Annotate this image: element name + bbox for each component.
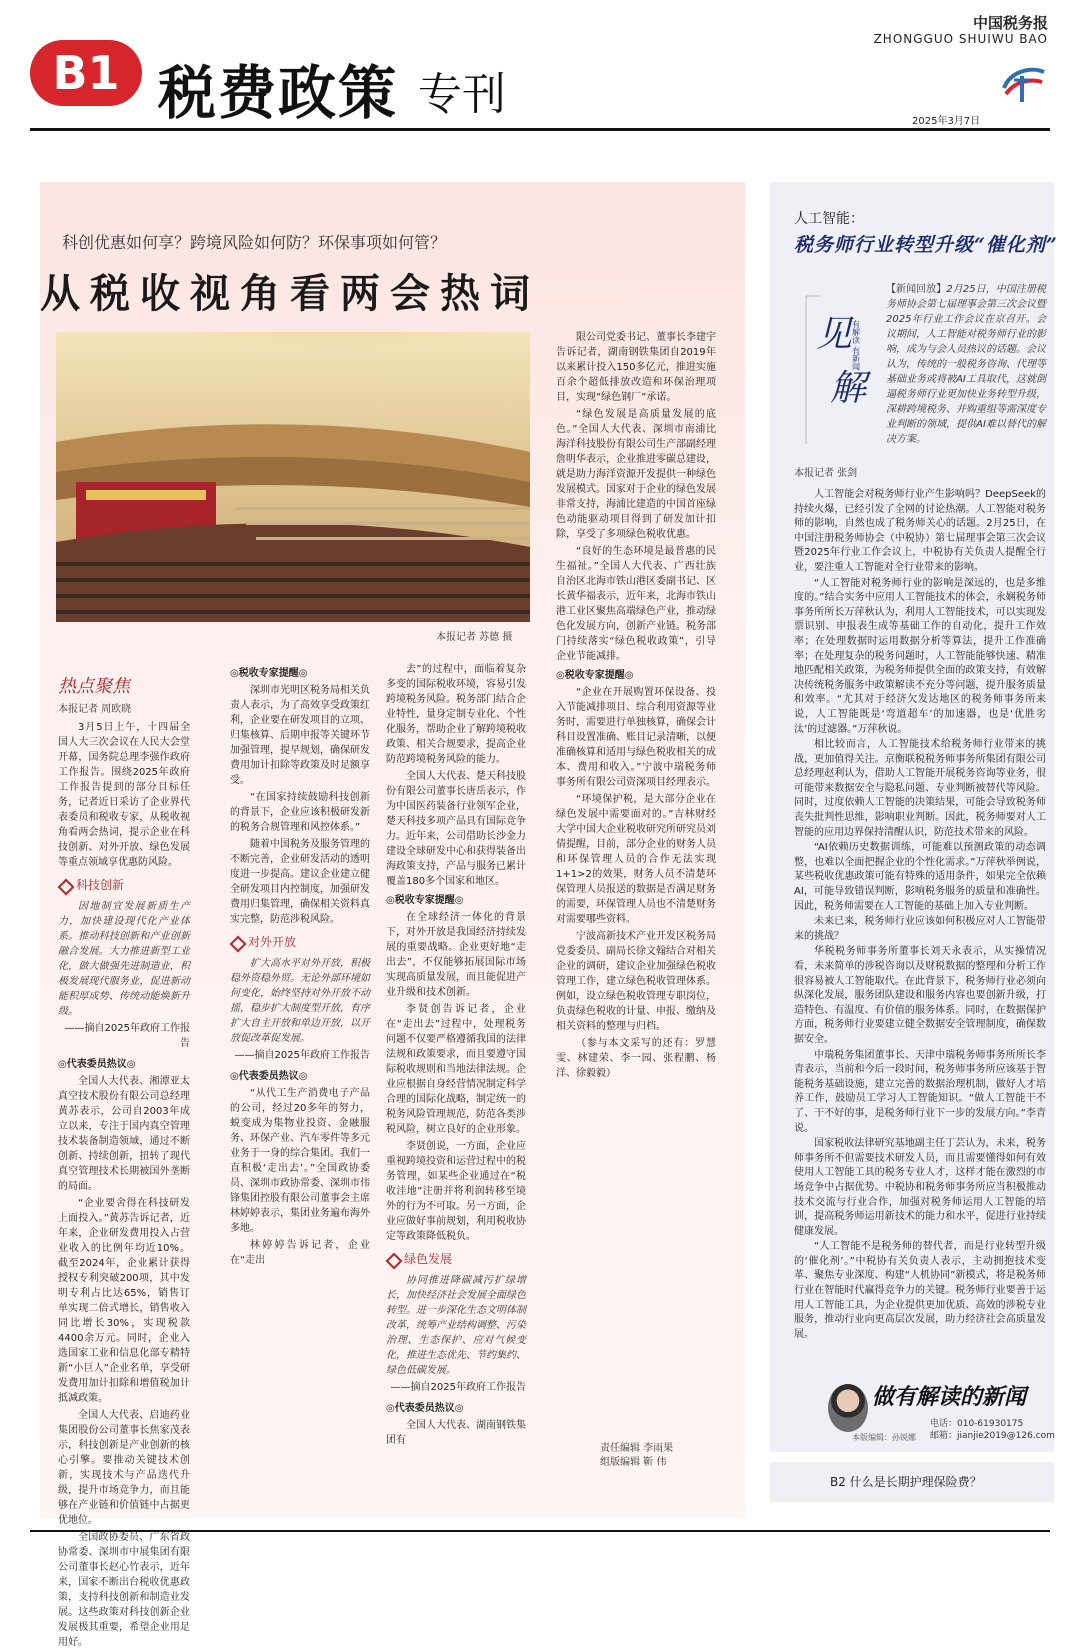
great-hall-photo-icon (56, 332, 530, 622)
paper-pinyin: ZHONGGUO SHUIWU BAO (873, 32, 1048, 46)
masthead (0, 0, 1076, 160)
paragraph: 李贤创告诉记者，企业在“走出去”过程中，处理税务问题不仅要严格遵循我国的法律法规和政策要求，而且要遵守国际税收规则和当地法律法规。企业应根据自身经营情况制定科学合理的国际化战略，制定统一的税务风险管理规范，防范各类涉税风险，树立良好的企业形象。 (386, 1004, 526, 1135)
column-logo-char-2: 解 (830, 368, 867, 409)
paragraph: 去”的过程中，面临着复杂多变的国际税收环境，容易引发跨境税务风险。税务部门结合企业特性，量身定制专业化、个性化服务，帮助企业了解跨境税收政策、相关合规要求，提高企业防范跨境税务风险的能力。 (386, 664, 526, 765)
paragraph: 随着中国税务及服务管理的不断完善，企业研发活动的透明度进一步提高。建议企业建立健全研发项目内控制度，加强研发费用归集管理，确保相关资料真实完整，防范涉税风险。 (230, 839, 370, 925)
section-head-opening: 对外开放 (230, 935, 370, 950)
side-article-body (794, 488, 1046, 1343)
section-title: 税费政策 (158, 59, 399, 127)
paragraph: 林婷婷告诉记者，企业在“走出 (230, 1240, 370, 1266)
article-column-2 (230, 662, 370, 1270)
column-slogan: 做有解读的新闻 (872, 1384, 1027, 1410)
paragraph: 限公司党委书记、董事长李建宇告诉记者，湖南钢铁集团自2019年以来累计投入150多亿元，推进实施百余个超低排放改造和环保治理项目，实现“绿色钢厂”承诺。 (556, 332, 716, 403)
paper-name: 中国税务报 (972, 14, 1048, 32)
page-badge: B1 (30, 40, 142, 106)
paragraph: “环境保护税，是大部分企业在绿色发展中需要面对的。”吉林财经大学中国大企业税收研究所研究员刘倩提醒，目前，部分企业的财务人员和环保管理人员的合作无法实现1+1>2的效果，财务人员不清楚环保管理人员报送的数据是否满足财务的需要，环保管理人员也不清楚财务对需要哪些资料。 (556, 794, 716, 925)
paragraph: 人工智能会对税务师行业产生影响吗？DeepSeek的持续火爆，已经引发了全网的讨论热潮。人工智能对税务师的影响，自然也成了税务师关心的话题。2月25日，在中国注册税务师协会（中税协）第七届理事会第三次会议暨2025年行业工作会议上，中税协有关负责人提醒全行业，要注重人工智能对全行业带来的影响。 (794, 489, 1046, 573)
section-head-tech: 科技创新 (58, 878, 190, 893)
policy-quote: 扩大高水平对外开放，积极稳外资稳外贸。无论外部环境如何变化，始终坚持对外开放不动摇，稳步扩大制度型开放，有序扩大自主开放和单边开放，以开放促改革促发展。 (230, 958, 370, 1044)
section-head-green: 绿色发展 (386, 1252, 526, 1267)
quote-source: ——摘自2025年政府工作报告 (234, 1050, 370, 1061)
subhead: ◎代表委员热议◎ (58, 1059, 136, 1070)
paragraph: “良好的生态环境是最普惠的民生福祉。”全国人大代表、广西壮族自治区北海市铁山港区委副书记、区长黄华福表示，近年来，北海市铁山港工业区聚焦高端绿色产业，推动绿色化发展方向，创新产业链。税务部门持续落实“绿色税收政策”，引导企业节能减排。 (556, 546, 716, 662)
masthead-rule (30, 128, 1050, 131)
paragraph: 在全球经济一体化的背景下，对外开放是我国经济持续发展的重要战略。企业更好地“走出去”，不仅能够拓展国际市场实现高质量发展，而且能促进产业升级和技术创新。 (386, 912, 526, 998)
article-headline: 从税收视角看两会热词 (40, 270, 540, 317)
column-logo (800, 290, 876, 450)
hotspot-tag: 热点聚焦 (58, 676, 130, 697)
paragraph: 国家税收法律研究基地副主任丁芸认为，未来，税务师事务所不但需要技术研发人员，而且需要懂得如何有效使用人工智能工具的税务专业人才，这样才能在激烈的市场竞争中占据优势。中税协和税务师事务所应当积极推动技术交流与行业合作，加强对税务师运用人工智能的培训，提高税务师运用新技术的能力和水平，促进行业持续健康发展。 (794, 1138, 1046, 1237)
article-column-1 (58, 720, 190, 1652)
subhead: ◎代表委员热议◎ (230, 1071, 308, 1082)
column-email: 邮箱：jianjie2019@126.com (930, 1431, 1055, 1441)
paragraph: “人工智能对税务师行业的影响是深远的，也是多维度的。”结合实务中应用人工智能技术的体会，永娴税务师事务所所长万萍秋认为，利用人工智能技术，可以实现发票识别、申报表生成等基础工作的自动化，提升工作效率；在处理数据时运用数据分析等算法，提升工作准确率；在处理复杂的税务问题时，人工智能能够快速、精准地匹配相关政策，为税务师提供全面的政策支持，有效解决传统税务服务中政策解读不充分等问题，提升服务质量和效率。“尤其对于经济欠发达地区的税务师事务所来说，人工智能既是‘弯道超车’的加速器，也是‘优胜劣汰’的过滤器。”万萍秋说。 (794, 577, 1046, 735)
article-column-4 (556, 330, 716, 1083)
section-subtitle: 专刊 (418, 69, 506, 120)
photo-caption: 本报记者 苏德 摄 (436, 632, 513, 643)
paragraph: 相比较而言，人工智能技术给税务师行业带来的挑战，更加值得关注。京衡联税税务师事务所集团有限公司总经理赵利认为，借助人工智能开展税务咨询等业务，很可能带来数据安全与隐私问题、专业判断被替代等风险。同时，过度依赖人工智能的决策结果，可能会导致税务师丧失批判性思维，影响职业判断。因此，税务师要对人工智能的应用边界保持清醒认识，防范技术带来的风险。 (794, 739, 1046, 838)
article-photo (56, 332, 530, 622)
subhead: ◎税收专家提醒◎ (230, 668, 308, 679)
side-byline: 本报记者 张剑 (794, 468, 858, 479)
article-column-3 (386, 662, 526, 1450)
paragraph: 深圳市光明区税务局相关负责人表示，为了高效享受政策红利，企业要在研发项目的立项、归集核算、后期申报等关键环节加强管理，提早规划，确保研发费用加计扣除等政策及时足额享受。 (230, 685, 370, 786)
paragraph: 宁波高新技术产业开发区税务局党委委员、副局长徐文翰结合对相关企业的调研，建议企业加强绿色税收管理工作，建立绿色税收管理体系。例如，设立绿色税收管理专职岗位，负责绿色税收的计量、申报、缴纳及相关资料的整理与归档。 (556, 931, 716, 1032)
paragraph: 全国人大代表、湘潭亚太真空技术股份有限公司总经理黄苏表示，公司自2003年成立以来，专注于国内真空管理技术装备制造领域，通过不断创新、持续创新，扭转了现代真空管理技术长期被国外垄断的局面。 (58, 1076, 190, 1192)
paragraph: 华税税务师事务所董事长刘天永表示，从实操情况看，未来简单的涉税咨询以及财税数据的整理和分析工作很容易被人工智能取代。在此背景下，税务师行业必须向纵深化发展，服务团队建设和服务内容也要创新升级，打造特色、有温度、有价值的服务体系。同时，在数据保护方面，税务师行业要建立健全数据安全管理制度，确保数据安全。 (794, 946, 1046, 1045)
lead-tag: 【新闻回放】 (886, 284, 947, 295)
paragraph: “企业在开展购置环保设备、投入节能减排项目、综合利用资源等业务时，需要进行单独核算，确保会计科目设置准确、账目记录清晰，以便准确核算和适用与绿色税收相关的成本、费用和收入。”宁波中瑞税务师事务所有限公司资深项目经理表示。 (556, 687, 716, 788)
columnist-avatar (828, 1384, 868, 1432)
side-headline: 税务师行业转型升级“催化剂” (794, 234, 1058, 256)
paragraph: 未来已来，税务师行业应该如何积极应对人工智能带来的挑战？ (794, 916, 1046, 942)
policy-quote: 因地制宜发展新质生产力，加快建设现代化产业体系。推动科技创新和产业创新融合发展。大力推进新型工业化，做大做强先进制造业，积极发展现代服务业，促进新动能积厚成势、传统动能焕新升级。 (58, 901, 190, 1017)
intro-paragraph: 3月5日上午，十四届全国人大三次会议在人民大会堂开幕，国务院总理李强作政府工作报告。围绕2025年政府工作报告提到的部分目标任务，记者近日采访了企业界代表委员和税收专家，从税收视角看两会热词，提示企业在科技创新、对外开放、绿色发展等重点领域享优惠防风险。 (58, 722, 190, 868)
column-logo-subtitle: 有解读 有新闻 (851, 320, 861, 371)
article-byline: 本报记者 周欧晓 (58, 704, 132, 715)
lead-text: 2月25日，中国注册税务师协会第七届理事会第三次会议暨2025年行业工作会议在京召开。会议期间，人工智能对税务师行业的影响，成为与会人员热议的话题。会议认为，传统的一般税务咨询、代理等基础业务或将被AI工具取代，这就倒逼税务师行业更加快业务转型升级，深耕跨境税务、并购重组等需深度专业判断的领域，提供AI难以替代的解决方案。 (886, 284, 1047, 445)
page-editors (600, 1442, 673, 1470)
paragraph: 李贤创说，一方面，企业应重视跨境投资和运营过程中的税务管理，如某些企业通过在“税收洼地”注册并将利润转移至境外的行为不可取。另一方面，企业应做好事前规划，利用税收协定等政策降低税负。 (386, 1141, 526, 1242)
paragraph: “绿色发展是高质量发展的底色。”全国人大代表、深圳市南浦比海洋科技股份有限公司生产部副经理詹明华表示，企业推进零碳总建设，就是助力海洋资源开发提供一种绿色发展模式。国家对于企业的绿色发展非常支持，海浦比建造的中国首座绿色动能驱动项目得到了研发加计扣除，享受了多项绿色税收优惠。 (556, 409, 716, 540)
contributors: （参与本文采写的还有：罗慧雯、林建荣、李一园、张程鹏、杨洋、徐毅毅） (556, 1038, 716, 1079)
subhead: ◎税收专家提醒◎ (386, 895, 464, 906)
paragraph: 全国人大代表、楚天科技股份有限公司董事长唐岳表示，作为中国医药装备行业领军企业，楚天科技多项产品具有国际竞争力。近年来，公司借助长沙金力建设全球研发中心和获得装备出海政策支持，产品与服务已累计覆盖180多个国家和地区。 (386, 771, 526, 887)
article-kicker: 科创优惠如何享？跨境风险如何防？环保事项如何管？ (62, 233, 447, 252)
editor-line: 责任编辑 李雨果 (600, 1443, 674, 1454)
subhead: ◎代表委员热议◎ (386, 1403, 464, 1414)
paragraph: 全国人大代表、启迪药业集团股份公司董事长焦家茂表示，科技创新是产业创新的核心引擎。要推动关键技术创新，实现技术与产品迭代升级，提升市场竞争力，而且能够在产业链和价值链中占据更优地位。 (58, 1410, 190, 1526)
paragraph: “人工智能不是税务师的替代者，而是行业转型升级的‘催化剂’。”中税协有关负责人表示，主动拥抱技术变革、聚焦专业深度、构建“人机协同”新模式，将是税务师行业在智能时代赢得竞争力的关键。税务师行业要善于运用人工智能工具，为企业提供更加优质、高效的涉税专业服务，推动行业向更高层次发展，助力经济社会高质量发展。 (794, 1241, 1046, 1340)
news-replay-lead (886, 282, 1046, 447)
next-page-link[interactable]: B2 什么是长期护理保险费？ (770, 1462, 1054, 1502)
paragraph: “从代工生产消费电子产品的公司，经过20多年的努力，蜕变成为集物业投资、金融服务、环保产业、汽车零件等多元业务于一身的综合集团。我们一直积极‘走出去’。”全国政协委员、深圳市政协常委、深圳市伟锋集团控股有限公司董事会主席林婷婷表示，集团业务遍布海外多地。 (230, 1088, 370, 1234)
side-kicker: 人工智能： (794, 211, 864, 227)
column-logo-char-1: 见 (816, 314, 853, 355)
policy-quote: 协同推进降碳减污扩绿增长，加快经济社会发展全面绿色转型。进一步深化生态文明体制改革，统筹产业结构调整、污染治理、生态保护、应对气候变化，推进生态优先、节约集约、绿色低碳发展。 (386, 1275, 526, 1376)
issue-date: 2025年3月7日 (912, 116, 981, 127)
paragraph: “企业要舍得在科技研发上面投入。”黄苏告诉记者，近年来，企业研发费用投入占营业收入的比例年均近10%。截至2024年，企业累计获得授权专利突破200项，其中发明专利占比达65%，销售订单实现二倍式增长，销售收入同比增长30%，实现税款4400余万元。同时，企业入选国家工业和信息化部专精特新“小巨人”企业名单，享受研发费用加计扣除和增值税加计抵减政策。 (58, 1198, 190, 1404)
quote-source: ——摘自2025年政府工作报告 (64, 1023, 190, 1049)
paragraph: 中瑞税务集团董事长、天津中瑞税务师事务所所长李青表示，当前和今后一段时间，税务师事务所应该基于智能税务基础设施，建立完善的数据治理机制，做好人才培养工作，鼓励员工学习人工智能知识。“做人工智能干不了、干不好的事，是税务师行业下一步的发展方向。”李青说。 (794, 1049, 1046, 1134)
quote-source: ——摘自2025年政府工作报告 (390, 1382, 526, 1393)
paragraph: “在国家持续鼓励科技创新的背景下，企业应该积极研发新的税务合规管理和风控体系。” (230, 792, 370, 833)
footer-rule (30, 1530, 1050, 1532)
column-editor: 本版编辑：孙锐娜 (852, 1433, 916, 1442)
column-contact (930, 1418, 1055, 1442)
column-phone: 电话：010-61930175 (930, 1419, 1024, 1429)
paragraph: 全国政协委员、广东省政协常委、深圳市中展集团有限公司董事长赵心竹表示，近年来，国家不断出台税收优惠政策，支持科技创新和制造业发展。这些政策对科技创新企业发展极其重要，希望企业用足用好。 (58, 1532, 190, 1648)
newspaper-logo-icon (1000, 58, 1048, 106)
paragraph: 全国人大代表、湖南钢铁集团有 (386, 1420, 526, 1446)
editor-line: 组版编辑 靳 伟 (600, 1457, 667, 1468)
subhead: ◎税收专家提醒◎ (556, 670, 634, 681)
paragraph: “AI依赖历史数据训练，可能难以预测政策的动态调整，也难以全面把握企业的个性化需求。”万萍秋举例说，某些税收优惠政策可能有特殊的适用条件，如果完全依赖AI，可能导致错误判断，影响税务服务的质量和准确性。因此，税务师需要在人工智能的基础上加入专业判断。 (794, 842, 1046, 912)
